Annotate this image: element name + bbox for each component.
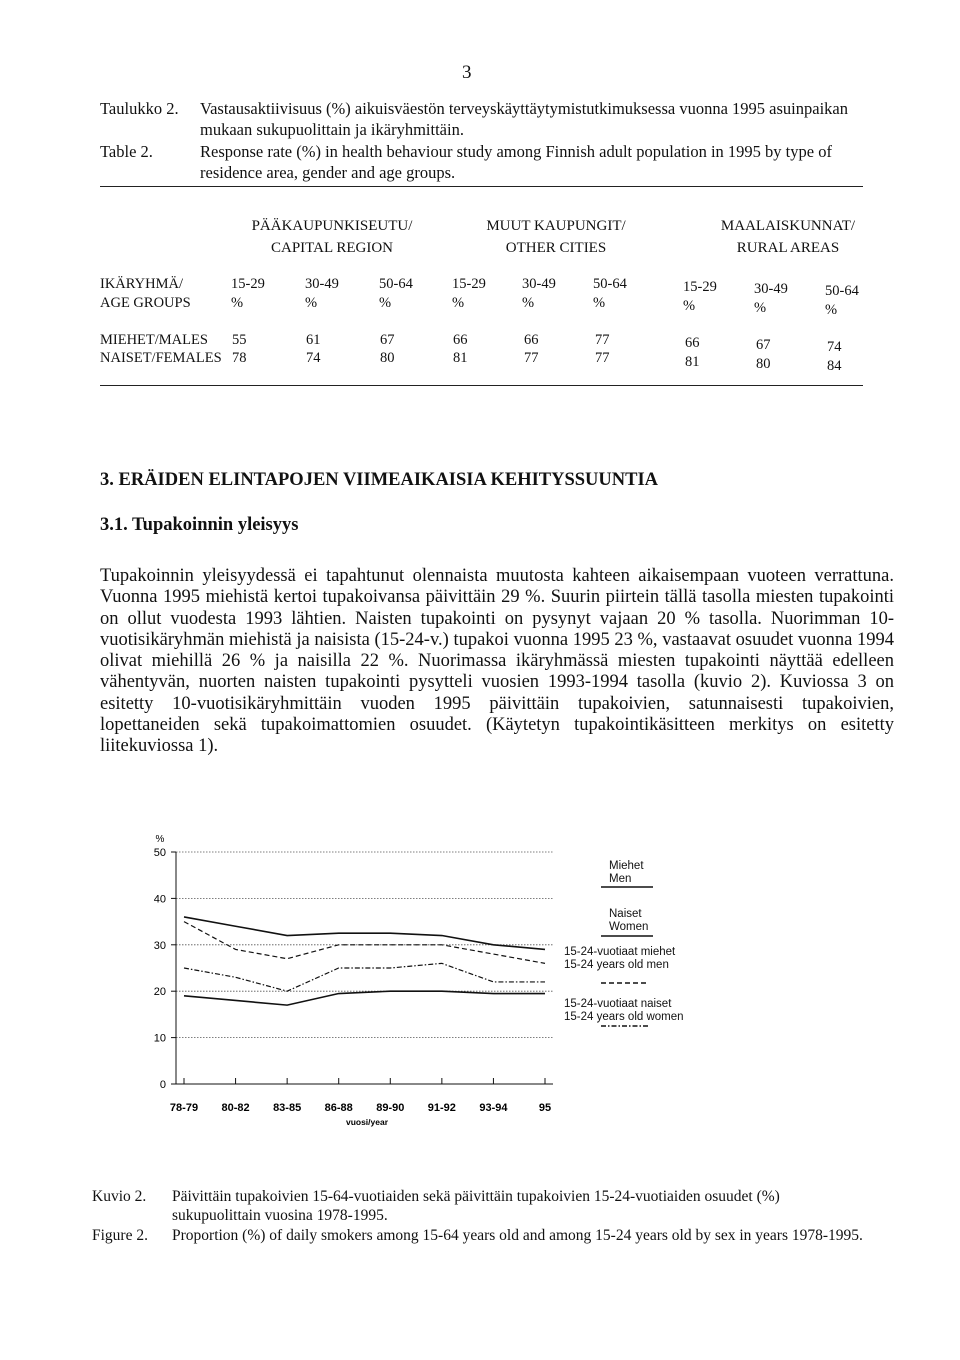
unit-label: % [522, 295, 535, 311]
table-cell: 74 [306, 350, 321, 366]
subsection-heading: 3.1. Tupakoinnin yleisyys [100, 515, 299, 535]
table-cell: 66 [685, 335, 700, 351]
y-tick-label: 10 [153, 1032, 166, 1045]
unit-label: % [452, 295, 465, 311]
x-tick-label: 86-88 [324, 1102, 353, 1114]
age-group-head: 30-49 [754, 281, 788, 297]
legend-men-en: Men [609, 873, 632, 885]
legend-young-men-fi: 15-24-vuotiaat miehet [564, 946, 676, 958]
table-cell: 67 [756, 337, 771, 353]
age-group-head: 50-64 [593, 276, 627, 292]
group-head-cities-fi: MUUT KAUPUNGIT/ [486, 218, 626, 234]
figure-caption-fi-label: Kuvio 2. [92, 1188, 147, 1205]
unit-label: % [683, 298, 696, 314]
age-group-head: 15-29 [683, 279, 717, 295]
table-cell: 67 [380, 332, 395, 348]
row-label-head-en: AGE GROUPS [100, 295, 191, 311]
figure-caption-en-label: Figure 2. [92, 1227, 148, 1244]
body-paragraph: Tupakoinnin yleisyydessä ei tapahtunut olennaista muutosta kahteen aikaisempaan vuoteen verrattuna. Vuonna 1995 miehistä kertoi tupakoivansa päivittäin 29 %. Suurin piirtein tällä tasolla miesten tupakointi on ollut vuodesta 1993 lähtien. Naisten tupakointi on pysynyt vajaan 20 % tasolla. Nuorimman 10-vuotisikäryhmän miehistä ja naisista (15-24-v.) tupakoi vuonna 1995 23 %, vastaavat osuudet vuonna 1994 olivat miehillä 26 % ja naisilla 22 %. Nuorimassa ikäryhmässä miesten tupakointi näyttää edelleen vähentyvän, nuorten naisten tupakointi pysytteli vuosien 1993-1994 tasolla (kuvio 2). Kuviossa 3 on esitetty 10-vuotisikäryhmittäin vuoden 1995 päivittäin tupakoivien, satunnaisesti tupakoivien, lopettaneiden sekä tupakoimattomien osuudet. (Käytetyn tupakointikäsitteen merkitys on esitetty liitekuviossa 1). [100, 566, 894, 757]
x-tick-label: 89-90 [376, 1102, 405, 1114]
group-head-capital-fi: PÄÄKAUPUNKISEUTU/ [251, 218, 413, 234]
table-cell: 61 [306, 332, 321, 348]
legend-young-women [564, 998, 684, 1024]
unit-label: % [379, 295, 392, 311]
table-cell: 55 [232, 332, 247, 348]
age-group-head: 15-29 [452, 276, 486, 292]
section-heading: 3. ERÄIDEN ELINTAPOJEN VIIMEAIKAISIA KEHITYSSUUNTIA [100, 470, 659, 490]
table-cell: 84 [827, 358, 842, 374]
series-line [184, 963, 545, 991]
table-cell: 78 [232, 350, 247, 366]
legend-men [609, 860, 644, 886]
age-group-head: 30-49 [522, 276, 556, 292]
figure-caption-en-text: Proportion (%) of daily smokers among 15-64 years old and among 15-24 years old by sex in years 1978-1995. [172, 1227, 863, 1244]
table-row-label-females: NAISET/FEMALES [100, 350, 222, 366]
unit-label: % [825, 302, 838, 318]
legend-men-fi: Miehet [609, 860, 644, 872]
row-label-head-fi: IKÄRYHMÄ/ [100, 276, 183, 292]
table-cell: 66 [453, 332, 468, 348]
x-tick-label: 78-79 [169, 1102, 199, 1114]
group-head-rural-en: RURAL AREAS [736, 240, 840, 256]
table-cell: 81 [685, 354, 700, 370]
y-tick-label: 20 [153, 986, 166, 999]
group-head-cities-en: OTHER CITIES [505, 240, 607, 256]
legend-women-fi: Naiset [609, 908, 642, 920]
table-cell: 74 [827, 339, 842, 355]
table-cell: 77 [595, 332, 610, 348]
unit-label: % [305, 295, 318, 311]
chart-series [184, 917, 545, 1005]
age-group-head: 30-49 [305, 276, 339, 292]
table-cell: 80 [380, 350, 395, 366]
table-caption-en-text: Response rate (%) in health behaviour study among Finnish adult population in 1995 by type of residence area, gender and age groups. [200, 142, 832, 182]
y-tick-label: 50 [153, 847, 166, 859]
age-group-head: 50-64 [825, 283, 859, 299]
group-head-rural-fi: MAALAISKUNNAT/ [720, 218, 856, 234]
legend-women [609, 908, 648, 934]
table-cell: 81 [453, 350, 468, 366]
unit-label: % [754, 300, 767, 316]
legend-women-en: Women [609, 921, 649, 933]
y-tick-label: 30 [153, 939, 166, 952]
age-group-head: 50-64 [379, 276, 413, 292]
table-cell: 77 [595, 350, 610, 366]
page-number: 3 [462, 62, 472, 83]
x-tick-label: 93-94 [479, 1102, 508, 1114]
y-tick-label: 0 [159, 1079, 166, 1091]
x-tick-label: 83-85 [273, 1102, 302, 1114]
unit-label: % [231, 295, 244, 311]
legend-young-women-fi: 15-24-vuotiaat naiset [564, 998, 672, 1010]
unit-label: % [593, 295, 606, 311]
x-tick-label: 95 [538, 1102, 552, 1114]
table-cell: 80 [756, 356, 771, 372]
y-axis-title: % [155, 834, 165, 845]
table-row-label-males: MIEHET/MALES [100, 332, 208, 348]
x-axis-title: vuosi/year [345, 1117, 389, 1127]
table-caption-fi-text: Vastausaktiivisuus (%) aikuisväestön terveyskäyttäytymistutkimuksessa vuonna 1995 asuinpaikan mukaan sukupuolittain ja ikäryhmittäin. [200, 99, 848, 139]
series-line [184, 922, 545, 964]
series-line [184, 991, 545, 1005]
x-tick-label: 91-92 [427, 1102, 456, 1114]
table-cell: 77 [524, 350, 539, 366]
series-line [184, 917, 545, 949]
legend-young-men-en: 15-24 years old men [564, 959, 669, 971]
y-tick-label: 40 [153, 893, 166, 906]
legend-young-men [564, 946, 675, 972]
table-caption-en-label: Table 2. [100, 142, 153, 161]
x-tick-label: 80-82 [221, 1102, 250, 1114]
table-caption-fi-label: Taulukko 2. [100, 99, 179, 118]
age-group-head: 15-29 [231, 276, 265, 292]
figure-caption-fi-text: Päivittäin tupakoivien 15-64-vuotiaiden sekä päivittäin tupakoivien 15-24-vuotiaiden osuudet (%) sukupuolittain vuosina 1978-1995. [172, 1188, 780, 1224]
chart-labels [154, 834, 551, 1127]
group-head-capital-en: CAPITAL REGION [271, 240, 393, 256]
table-cell: 66 [524, 332, 539, 348]
legend-young-women-en: 15-24 years old women [564, 1011, 684, 1023]
